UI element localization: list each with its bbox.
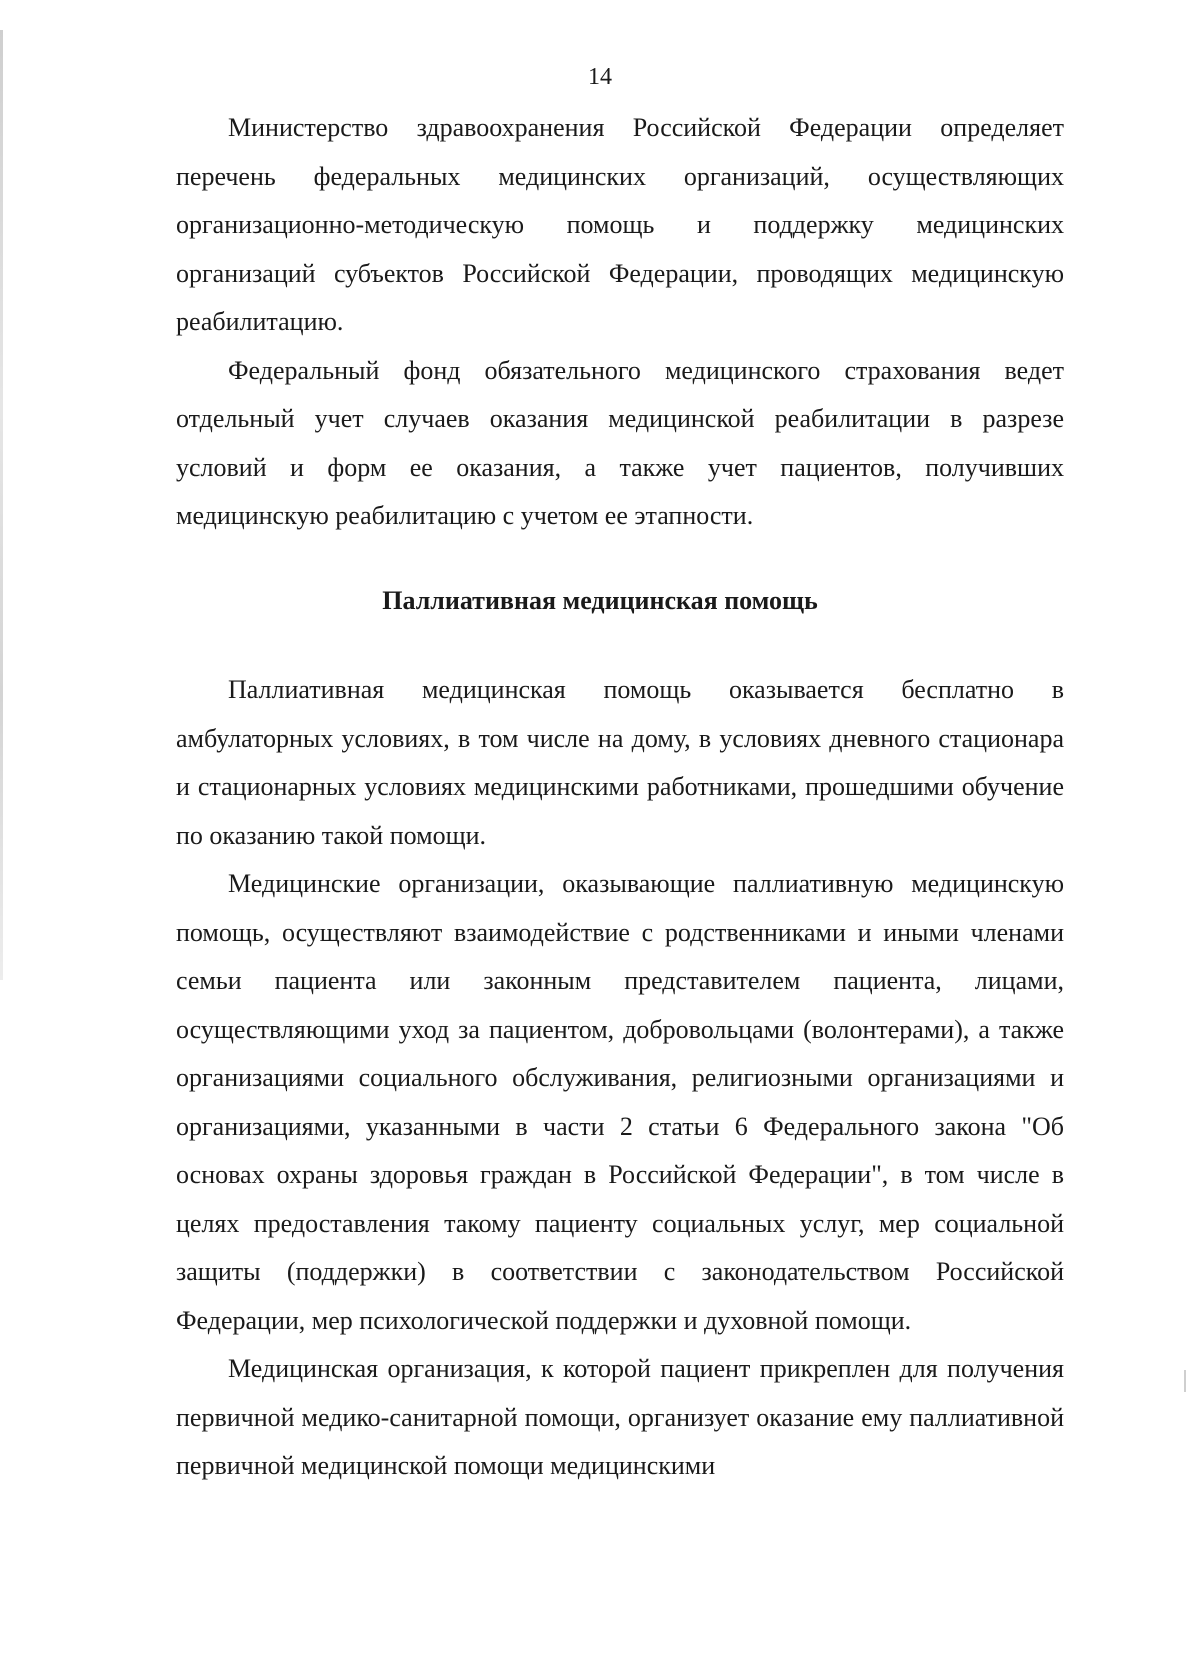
- page-number: 14: [588, 64, 612, 90]
- paragraph: Федеральный фонд обязательного медицинского страхования ведет отдельный учет случаев оказания медицинской реабилитации в разрезе условий и форм ее оказания, а также учет пациентов, получивших медицинскую реабилитацию с учетом ее этапности.: [176, 355, 1064, 530]
- paragraph: Министерство здравоохранения Российской Федерации определяет перечень федеральных медицинских организаций, осуществляющих организационно-методическую помощь и поддержку медицинских организаций субъектов Российской Федерации, проводящих медицинскую реабилитацию.: [176, 113, 1064, 336]
- scan-edge-shadow: [0, 30, 3, 980]
- scan-mark: [1184, 1370, 1186, 1392]
- paragraph: Медицинская организация, к которой пациент прикреплен для получения первичной медико-санитарной помощи, организует оказание ему паллиативной первичной медицинской помощи медицинскими: [176, 1354, 1064, 1480]
- section-palliative-text: [176, 666, 1064, 1491]
- paragraph: Медицинские организации, оказывающие паллиативную медицинскую помощь, осуществляют взаимодействие с родственниками и иными членами семьи пациента или законным представителем пациента, лицами, осуществляющими уход за пациентом, добровольцами (волонтерами), а также организациями социального обслуживания, религиозными организациями и организациями, указанными в части 2 статьи 6 Федерального закона "Об основах охраны здоровья граждан в Российской Федерации", в том числе в целях предоставления такому пациенту социальных услуг, мер социальной защиты (поддержки) в соответствии с законодательством Российской Федерации, мер психологической поддержки и духовной помощи.: [176, 869, 1064, 1335]
- paragraph: Паллиативная медицинская помощь оказывается бесплатно в амбулаторных условиях, в том числе на дому, в условиях дневного стационара и стационарных условиях медицинскими работниками, прошедшими обучение по оказанию такой помощи.: [176, 675, 1064, 850]
- section-rehabilitation-text: [176, 104, 1064, 541]
- section-heading: Паллиативная медицинская помощь: [382, 586, 818, 615]
